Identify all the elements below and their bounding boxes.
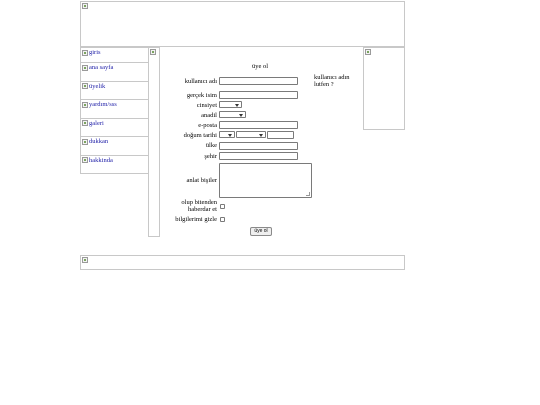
hide-info-label: bilgilerimi gizle <box>175 216 217 223</box>
broken-image-icon <box>82 120 88 126</box>
broken-image-icon <box>82 50 88 56</box>
broken-image-icon <box>82 83 88 89</box>
content-left-strip <box>148 47 160 237</box>
birth-year-input[interactable] <box>267 131 294 139</box>
submit-button[interactable]: üye ol <box>250 227 272 236</box>
hide-info-checkbox[interactable] <box>220 217 225 222</box>
birthdate-label: doğum tarihi <box>183 132 217 139</box>
broken-image-icon <box>365 49 371 55</box>
country-label: ülke <box>205 142 217 149</box>
right-panel <box>363 47 405 130</box>
notify-checkbox[interactable] <box>220 204 225 209</box>
broken-image-icon <box>82 102 88 108</box>
username-hint: kullanıcı adın lutfen ? <box>314 74 350 88</box>
notify-label-line1: olup bitenden <box>181 199 217 206</box>
username-input[interactable] <box>219 77 298 85</box>
nav-link-dukkan[interactable]: dukkan <box>82 138 108 145</box>
broken-image-icon <box>82 157 88 163</box>
broken-image-icon <box>82 257 88 263</box>
realname-label: gerçek isim <box>186 92 217 99</box>
about-textarea[interactable] <box>219 163 312 198</box>
notify-label-line2: haberdar et <box>187 206 217 213</box>
city-input[interactable] <box>219 152 298 160</box>
header-banner <box>80 1 405 47</box>
nav-link-uyelik[interactable]: üyelik <box>82 83 105 90</box>
sidebar-item-uyelik[interactable] <box>80 82 149 101</box>
email-input[interactable] <box>219 121 298 129</box>
broken-image-icon <box>82 3 88 9</box>
sidebar-nav <box>80 47 149 174</box>
sidebar-item-ana-sayfa[interactable] <box>80 63 149 82</box>
about-label: anlat bişiler <box>186 177 217 184</box>
nav-link-yardim[interactable]: yardım/sss <box>82 101 117 108</box>
nav-link-hakkinda[interactable]: hakkinda <box>82 157 113 164</box>
broken-image-icon <box>150 49 156 55</box>
sidebar-item-galeri[interactable] <box>80 119 149 138</box>
gender-label: cinsiyet <box>196 102 217 109</box>
sidebar-item-dukkan[interactable] <box>80 137 149 156</box>
language-select[interactable] <box>219 111 246 118</box>
email-label: e-posta <box>198 122 217 129</box>
country-input[interactable] <box>219 142 298 150</box>
birth-month-select[interactable] <box>236 131 266 138</box>
nav-link-giris[interactable]: giris <box>82 49 101 56</box>
nav-link-ana-sayfa[interactable]: ana sayfa <box>82 64 113 71</box>
city-label: şehir <box>204 153 217 160</box>
username-label: kullanıcı adı <box>184 78 217 85</box>
language-label: anadil <box>201 112 217 119</box>
realname-input[interactable] <box>219 91 298 99</box>
birth-day-select[interactable] <box>219 131 235 138</box>
form-title: üye ol <box>252 63 269 70</box>
sidebar-item-yardim[interactable] <box>80 100 149 119</box>
broken-image-icon <box>82 65 88 71</box>
sidebar-item-hakkinda[interactable] <box>80 156 149 175</box>
footer-banner <box>80 255 405 270</box>
broken-image-icon <box>82 139 88 145</box>
sidebar-item-giris[interactable] <box>80 47 149 63</box>
gender-select[interactable] <box>219 101 242 108</box>
nav-link-galeri[interactable]: galeri <box>82 120 104 127</box>
